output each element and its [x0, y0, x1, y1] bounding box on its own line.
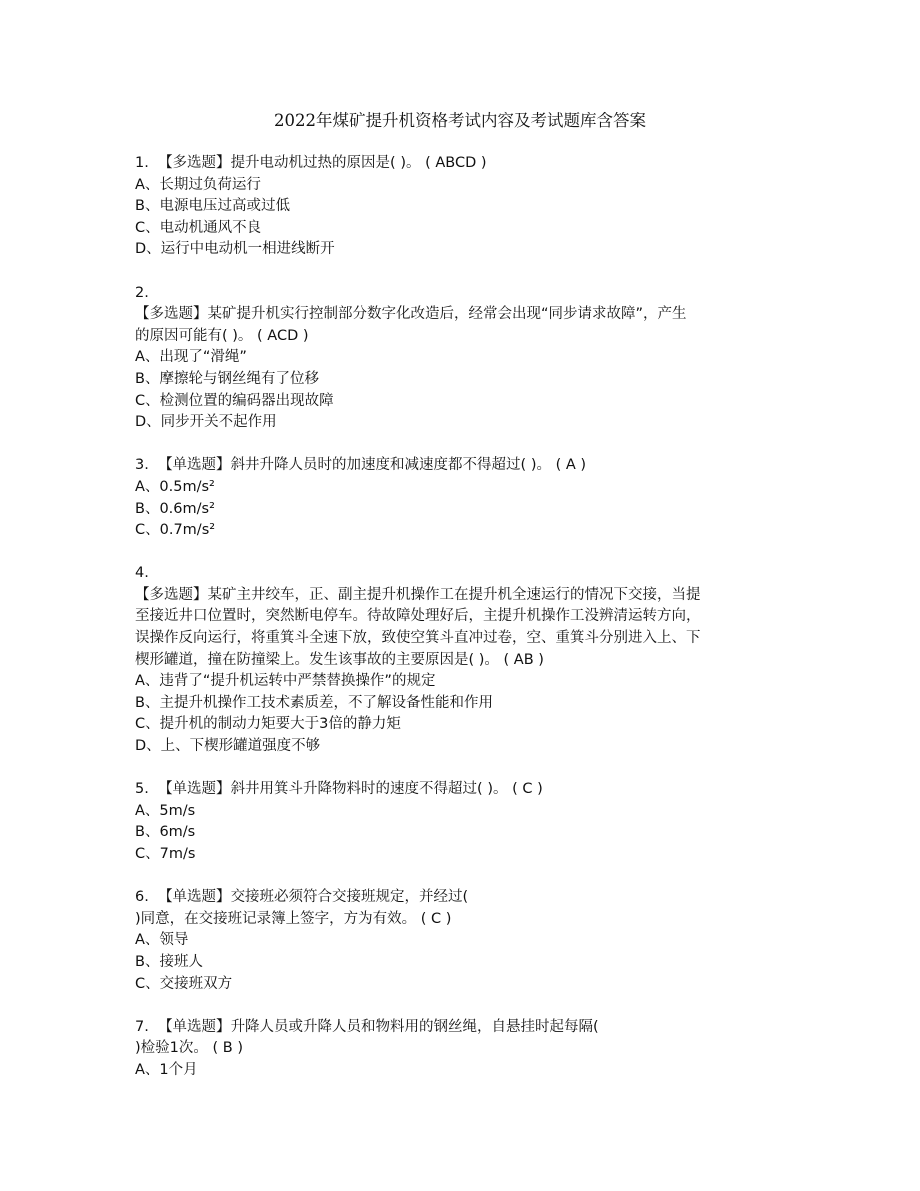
question-3	[135, 455, 785, 541]
option: C、7m/s	[135, 846, 196, 862]
question-type: 【单选题】	[158, 1018, 231, 1035]
option: C、0.7m/s²	[135, 522, 216, 539]
question-type: 【单选题】	[158, 889, 231, 906]
question-text: )检验1次。 ( B )	[135, 1040, 243, 1057]
question-stem	[135, 455, 785, 477]
question-text: 至接近井口位置时，突然断电停车。待故障处理好后，主提升机操作工没辨清运转方向，	[135, 608, 701, 625]
question-text: 某矿主井绞车，正、副主提升机操作工在提升机全速运行的情况下交接，当提	[207, 586, 701, 603]
question-stem	[135, 153, 785, 175]
question-stem	[135, 779, 785, 801]
question-stem	[135, 304, 785, 326]
question-1	[135, 153, 785, 261]
option: B、0.6m/s²	[135, 500, 215, 517]
option: D、运行中电动机一相进线断开	[135, 241, 335, 258]
question-text: 某矿提升机实行控制部分数字化改造后，经常会出现“同步请求故障”，产生	[207, 306, 687, 323]
question-number: 7.	[135, 1018, 149, 1035]
question-stem	[135, 887, 785, 909]
question-text: 提升电动机过热的原因是( )。 ( ABCD )	[230, 155, 487, 171]
option: B、6m/s	[135, 824, 196, 841]
option: A、5m/s	[135, 802, 196, 819]
option: A、出现了“滑绳”	[135, 349, 247, 366]
question-number: 1.	[135, 155, 149, 171]
option: C、提升机的制动力矩要大于3倍的静力矩	[135, 716, 401, 733]
option: B、主提升机操作工技术素质差，不了解设备性能和作用	[135, 694, 493, 711]
question-6	[135, 887, 785, 995]
option: C、电动机通风不良	[135, 219, 262, 236]
option: A、0.5m/s²	[135, 478, 215, 495]
question-type: 【多选题】	[158, 155, 231, 171]
question-list	[135, 153, 785, 1082]
question-number: 2.	[135, 284, 149, 301]
question-type: 【多选题】	[135, 306, 208, 323]
question-2	[135, 283, 785, 434]
option: A、违背了“提升机运转中严禁替换操作”的规定	[135, 673, 436, 690]
question-text: 楔形罐道，撞在防撞梁上。发生该事故的主要原因是( )。 ( AB )	[135, 651, 544, 668]
question-text: 斜井升降人员时的加速度和减速度都不得超过( )。 ( A )	[230, 457, 587, 474]
option: D、同步开关不起作用	[135, 414, 277, 431]
question-number: 6.	[135, 889, 149, 906]
option: B、电源电压过高或过低	[135, 198, 290, 215]
question-5	[135, 779, 785, 865]
question-type: 【单选题】	[158, 457, 231, 474]
option: D、上、下楔形罐道强度不够	[135, 738, 321, 755]
question-4	[135, 563, 785, 757]
question-number: 3.	[135, 457, 149, 474]
question-text: 的原因可能有( )。 ( ACD )	[135, 327, 309, 344]
option: B、接班人	[135, 953, 203, 970]
question-text: 误操作反向运行，将重箕斗全速下放，致使空箕斗直冲过卷，空、重箕斗分别进入上、下	[135, 630, 701, 647]
option: C、交接班双方	[135, 975, 233, 992]
question-text: 斜井用箕斗升降物料时的速度不得超过( )。 ( C )	[230, 781, 543, 798]
option: A、领导	[135, 932, 189, 949]
question-number: 4.	[135, 565, 149, 582]
question-stem	[135, 1017, 785, 1039]
question-text: 升降人员或升降人员和物料用的钢丝绳，自悬挂时起每隔(	[230, 1018, 599, 1035]
document-title: 2022年煤矿提升机资格考试内容及考试题库含答案	[274, 111, 646, 130]
question-text: )同意，在交接班记录簿上签字，方为有效。 ( C )	[135, 910, 452, 927]
question-type: 【多选题】	[135, 586, 208, 603]
option: A、1个月	[135, 1061, 198, 1078]
option: B、摩擦轮与钢丝绳有了位移	[135, 370, 319, 387]
question-text: 交接班必须符合交接班规定，并经过(	[230, 889, 469, 906]
question-stem	[135, 585, 785, 607]
option: A、长期过负荷运行	[135, 176, 261, 193]
question-type: 【单选题】	[158, 781, 231, 798]
question-number: 5.	[135, 781, 149, 798]
question-7	[135, 1017, 785, 1082]
option: C、检测位置的编码器出现故障	[135, 392, 334, 409]
